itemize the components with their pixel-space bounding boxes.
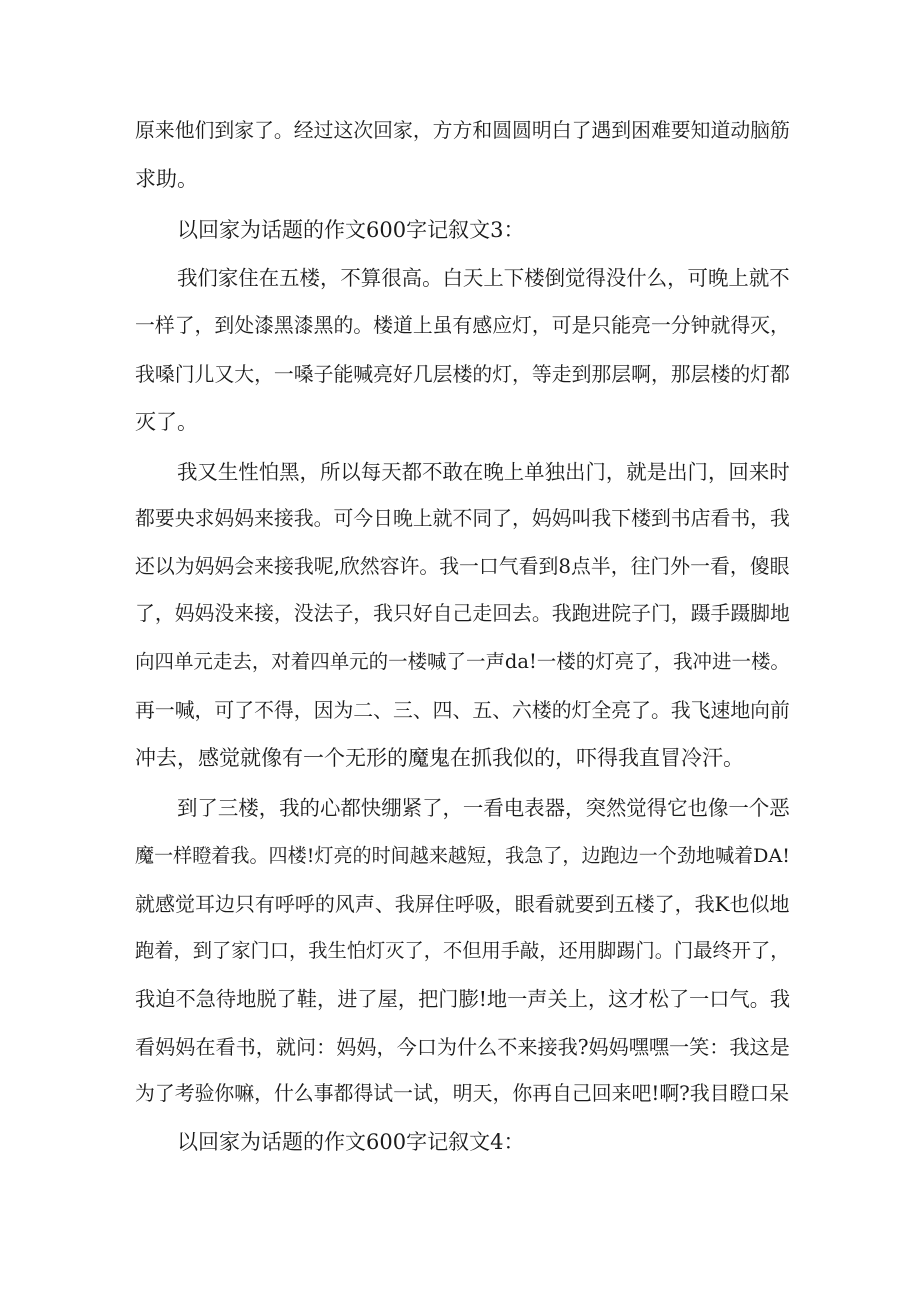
text-line: 灭了。: [135, 410, 198, 434]
text-line: 向四单元走去，对着四单元的一楼喊了一声da!一楼的灯亮了，我冲进一楼。: [135, 650, 790, 673]
text-line: 我迫不急待地脱了鞋，进了屋，把门膨!地一声关上，这才松了一口气。我: [135, 987, 791, 1011]
text-line: 我们家住在五楼，不算很高。白天上下楼倒觉得没什么，可晚上就不: [177, 266, 790, 290]
section-heading-4: 以回家为话题的作文600字记叙文4：: [177, 1130, 525, 1154]
text-line: 我又生性怕黑，所以每天都不敢在晚上单独出门，就是出门，回来时: [177, 460, 790, 484]
text-line: 到了三楼，我的心都快绷紧了，一看电表器，突然觉得它也像一个恶: [177, 796, 790, 820]
text-line: 冲去，感觉就像有一个无形的魔鬼在抓我似的，吓得我直冒冷汗。: [135, 746, 744, 770]
text-line: 了，妈妈没来接，没法子，我只好自己走回去。我跑进院子门，蹑手蹑脚地: [135, 602, 790, 625]
text-line: 看妈妈在看书，就问：妈妈，今口为什么不来接我?妈妈嘿嘿一笑：我这是: [135, 1035, 790, 1059]
text-line: 再一喊，可了不得，因为二、三、四、五、六楼的灯全亮了。我飞速地向前: [135, 699, 790, 722]
section-heading-3: 以回家为话题的作文600字记叙文3：: [177, 218, 525, 242]
text-line: 原来他们到家了。经过这次回家，方方和圆圆明白了遇到困难要知道动脑筋: [135, 119, 790, 142]
text-line: 就感觉耳边只有呼呼的风声、我屏住呼吸，眼看就要到五楼了，我K也似地: [135, 892, 790, 916]
text-line: 魔一样瞪着我。四楼!灯亮的时间越来越短，我急了，边跑边一个劲地喊着DA!: [135, 845, 790, 867]
text-line: 求助。: [135, 167, 198, 191]
text-line: 为了考验你嘛，什么事都得试一试，明天，你再自己回来吧!啊?我目瞪口呆: [135, 1082, 790, 1105]
text-line: 都要央求妈妈来接我。可今日晚上就不同了，妈妈叫我下楼到书店看书，我: [135, 507, 790, 530]
text-line: 还以为妈妈会来接我呢,欣然容许。我一口气看到8点半，往门外一看，傻眼: [135, 555, 790, 578]
text-line: 我嗓门儿又大，一嗓子能喊亮好几层楼的灯，等走到那层啊，那层楼的灯都: [135, 363, 790, 386]
text-line: 跑着，到了家门口，我生怕灯灭了，不但用手敲，还用脚踢门。门最终开了，: [135, 939, 790, 962]
text-line: 一样了，到处漆黑漆黑的。楼道上虽有感应灯，可是只能亮一分钟就得灭，: [135, 314, 790, 337]
